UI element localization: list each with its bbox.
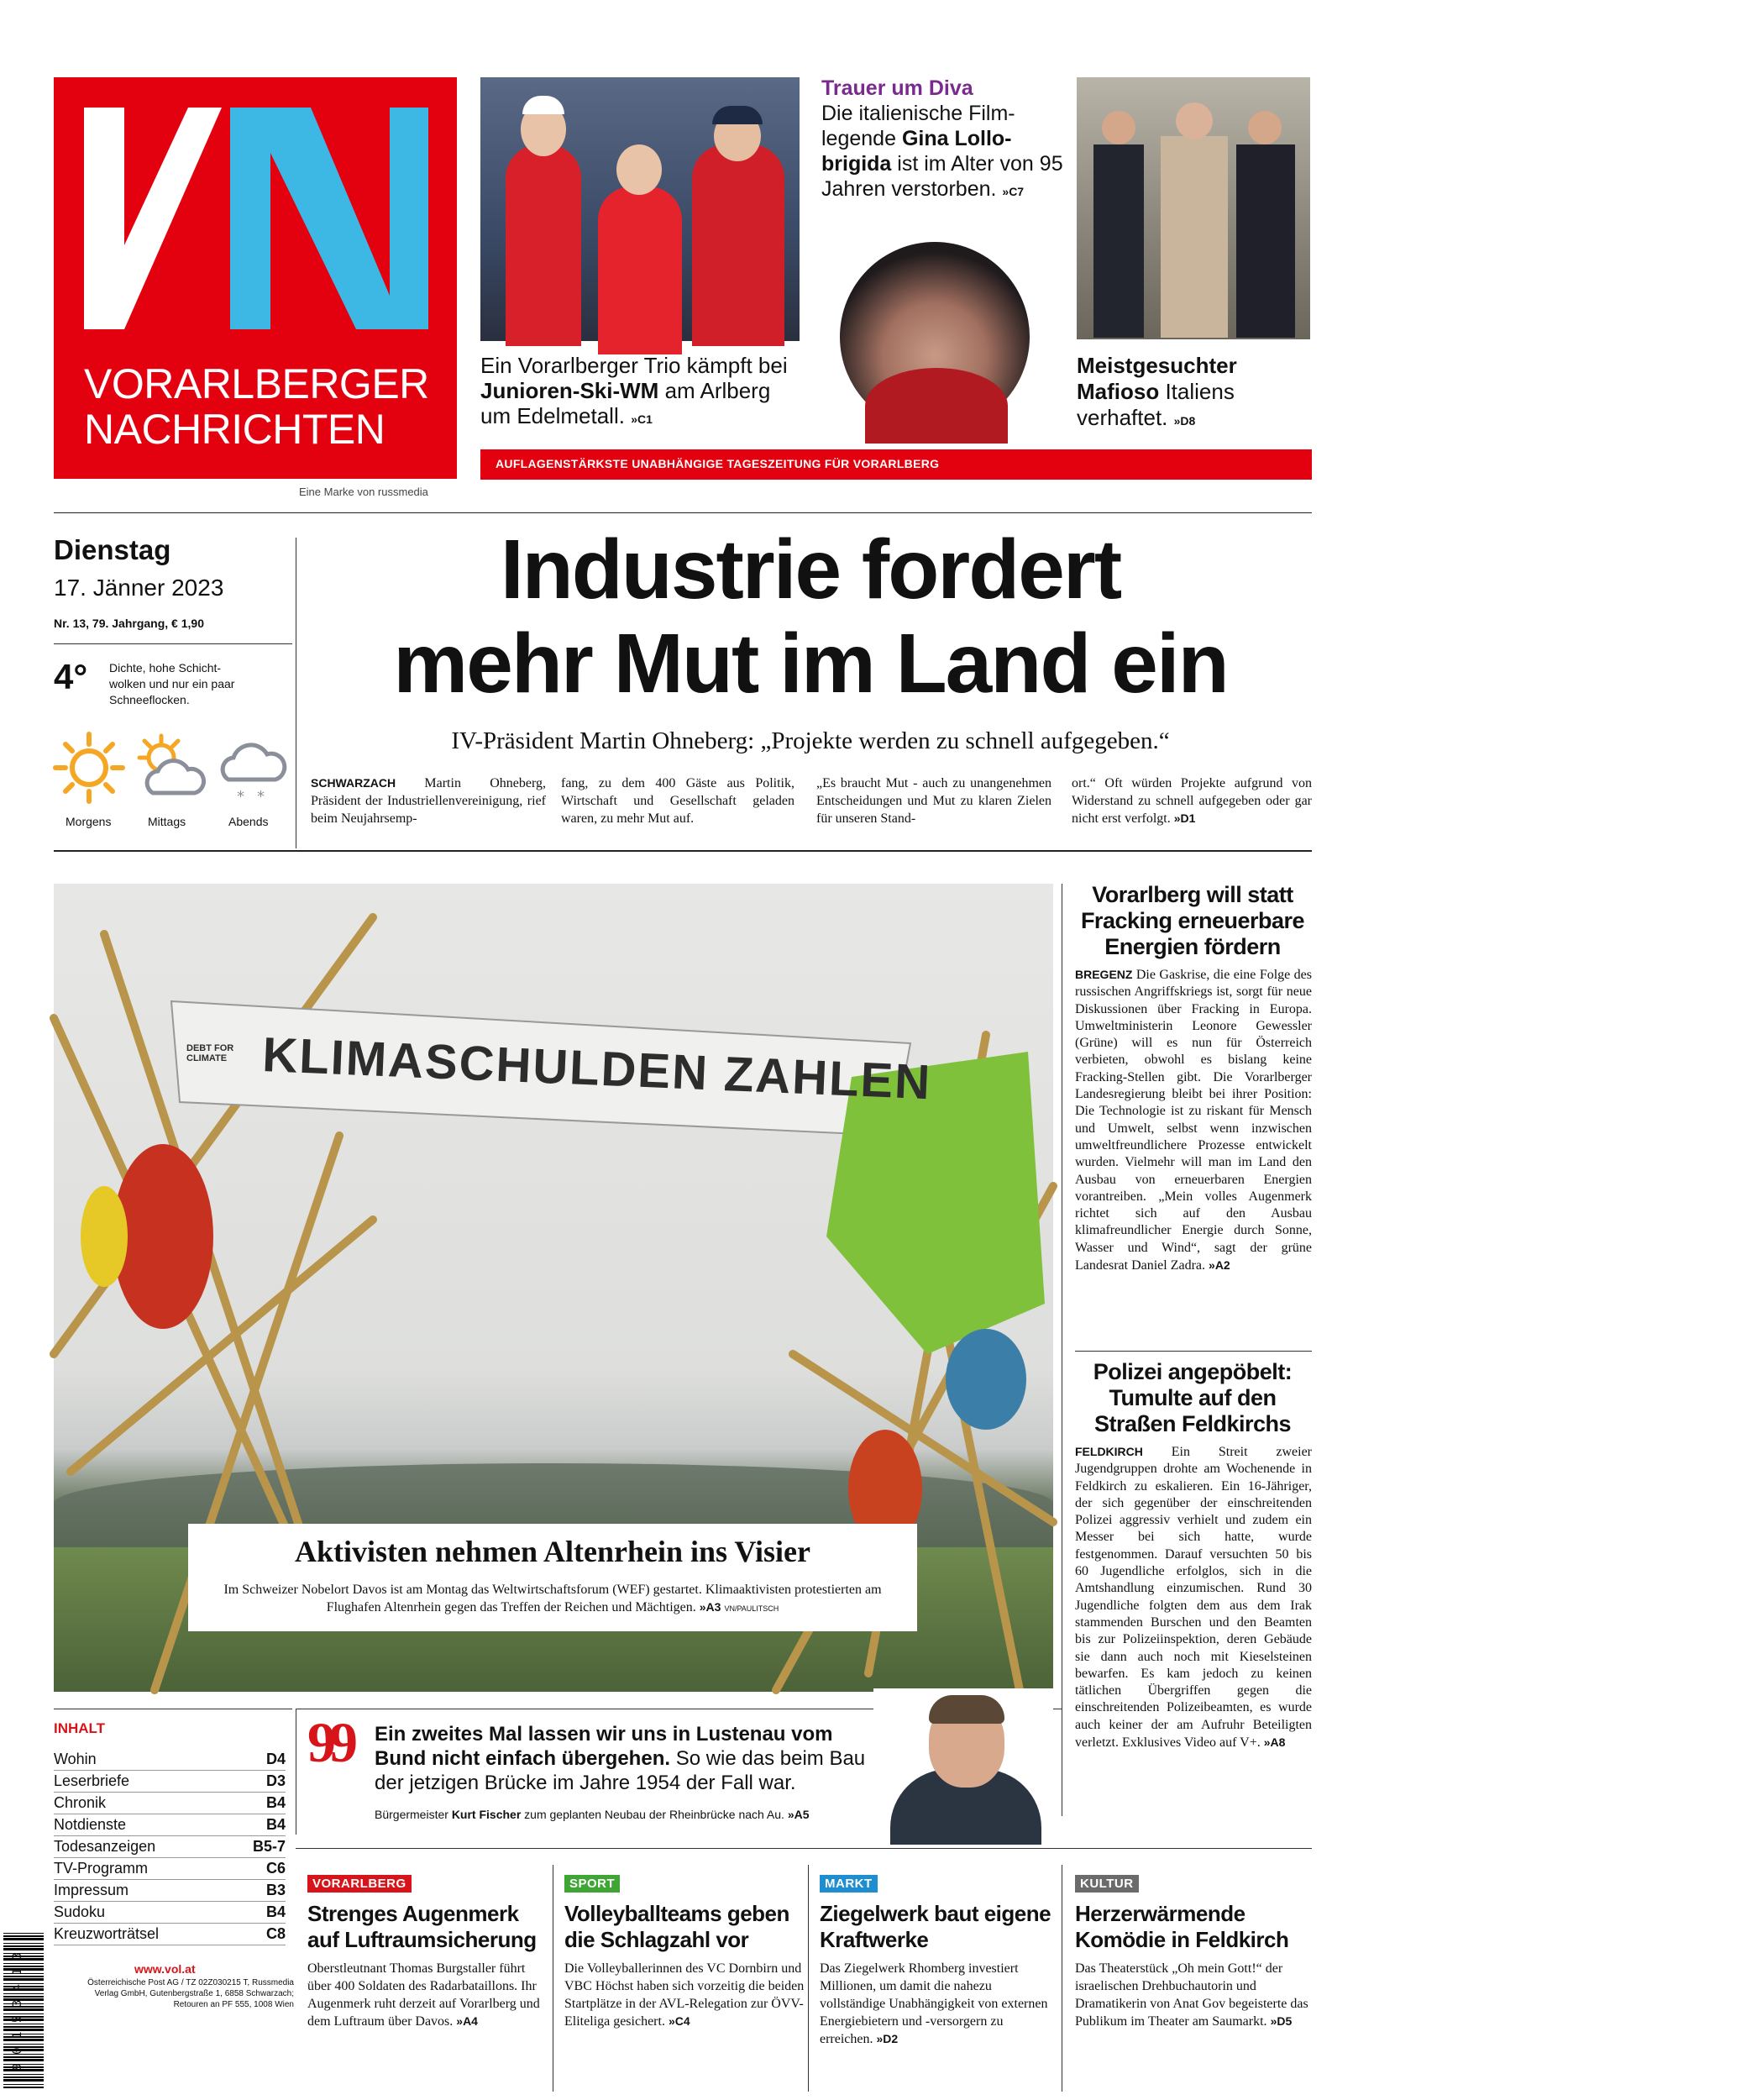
section-headline: Ziegelwerk baut eigene Kraftwerke [820,1901,1051,1952]
fracking-ref[interactable]: »A2 [1209,1258,1230,1273]
fracking-text: Die Gaskrise, die eine Folge des russischen Angriffskriegs ist, sorgt für neue Diskussionen über Fracking in Europa. Umweltministerin Leonore Gewessler (Grüne) will es nun für Österreich verbieten, obwohl es bislang keine Fracking-Stellen gibt. Die Vorarlberger Landesregierung bleibt bei ihrer Position: Die Technologie ist zu riskant für Mensch und Umwelt, selbst wenn inzwischen umweltfreundlichere Prozesse entwickelt wurden. Vielmehr will man im Land den Ausbau von erneuerbaren Energien vorantreiben. „Mein volles Augenmerk richtet sich auf den Ausbau klimafreundlicher Energie durch Sonne, Wasser und Wind“, sagt der grüne Landesrat Daniel Zadra. [1075,968,1312,1273]
section-body: Die Volleyballerinnen des VC Dornbirn und VBC Höchst haben sich vorzeitig die beiden Startplätze in der AVL-Relegation zur ÖVV-Eliteliga gesichert. »C4 [564,1961,805,2029]
fracking-body [1075,966,1312,1274]
top-divider [54,512,1312,513]
toc-item[interactable]: Notdienste B4 [54,1814,286,1836]
fracking-headline[interactable]: Vorarlberg will statt Fracking erneuerbare Energien fördern [1080,882,1305,959]
fracking-dateline: BREGENZ [1075,968,1133,981]
toc-item[interactable]: Wohin D4 [54,1749,286,1771]
diva-text-a: Die italienische Filmlegende [821,102,1015,150]
section-vorarlberg[interactable] [307,1875,544,2030]
police-body [1075,1443,1312,1751]
quote-mark-icon: 99 [307,1710,351,1774]
lead-subhead: IV-Präsident Martin Ohneberg: „Projekte werden zu schnell aufgegeben.“ [451,727,1170,754]
toc-title: INHALT [54,1720,106,1736]
police-ref[interactable]: »A8 [1263,1735,1286,1750]
section-headline: Herzerwärmende Komödie in Feldkirch [1075,1901,1289,1952]
masthead-name-line1: VORARLBERGER [84,360,429,407]
snow-cloud-icon [213,729,291,806]
lead-col4 [1072,774,1312,827]
publisher-url[interactable]: www.vol.at [134,1962,196,1976]
ski-teaser-text-b: am Arlberg um Edelmetall. [480,378,771,428]
mafia-arrest-photo[interactable] [1077,77,1310,339]
weather-description: Dichte, hohe Schichtwolken und nur ein paar Schneeflocken. [109,661,235,706]
mafia-text: Italiens verhaftet. [1077,379,1235,430]
weather-period-evening: Abends [228,815,269,828]
lead-col4-text: ort.“ Oft würden Projekte aufgrund von Widerstand zu schnell aufgegeben oder gar nicht erst verfolgt. [1072,776,1312,826]
toc-item[interactable]: Impressum B3 [54,1880,286,1902]
mafia-bold: Meistgesuchter Mafioso [1077,353,1237,404]
sun-icon [50,729,128,806]
main-photo-caption[interactable] [188,1524,917,1631]
hashtag[interactable]: #vorarlberghältzusammen [1626,457,1762,470]
brand-line: Eine Marke von russmedia [299,486,428,498]
section-tag[interactable]: KULTUR [1075,1875,1139,1893]
caption-text [205,1581,900,1618]
section-tag[interactable]: MARKT [820,1875,878,1893]
police-text: Ein Streit zweier Jugendgruppen drohte am Wochenende in Feldkirch zu eskalieren. Ein 16-Jähriger, der sich gegenüber der einschreitenden Polizei aggressiv verhielt und zudem ein Messer bei sich hatte, wurde festgenommen. Darauf versuchten 50 bis 60 Jugendliche erfolglos, sich in die Amtshandlung einzumischen. Rund 30 Jugendliche folgten dem aus dem Irak stammenden Burschen und den Beamten bis zur Polizeiinspektion, deren Gebäude sie dann auch noch mit Kieselsteinen bewarfen. Es kam jedoch zu keinen tätlichen Übergriffen gegen die einschreitenden Polizeibeamten, es wurde auch keiner der am Aufruhr Beteiligten verletzt. Exklusives Video auf V+. [1075,1445,1313,1751]
section-markt[interactable] [820,1875,1055,2048]
section-body: Oberstleutnant Thomas Burgstaller führt über 400 Soldaten des Radarbataillons. Ihr Augenmerk ruht derzeit auf Vorarlberg und dem Luftraum über Davos. »A4 [307,1961,540,2029]
section-body: Das Theaterstück „Oh mein Gott!“ der israelischen Drehbuchautorin und Dramatikerin von Anat Gov begeisterte das Publikum im Theater am Saumarkt. »D5 [1075,1961,1308,2029]
diva-kicker: Trauer um Diva [821,76,973,100]
lead-col1-text: Martin Ohneberg, Präsident der Industriellenvereinigung, rief beim Neujahrsemp- [311,776,547,826]
issue-info: Nr. 13, 79. Jahrgang, € 1,90 [54,617,204,630]
diva-ref[interactable]: »C7 [1002,185,1025,198]
section-divider [808,1865,809,2092]
heart-icon [1597,455,1619,474]
diva-bold: Gina Lollobrigida [821,127,1012,176]
quote-rest: So wie das beim Bau der jetzigen Brücke im Jahre 1954 der Fall war. [375,1747,866,1794]
diva-text-b: ist im Alter von 95 Jahren verstorben. [821,152,1063,201]
sun-cloud-icon [133,729,210,806]
section-tag[interactable]: SPORT [564,1875,620,1893]
toc-item[interactable]: Todesanzeigen B5-7 [54,1836,286,1858]
photo-credit: VN/PAULITSCH [724,1604,779,1613]
caption-ref[interactable]: »A3 [699,1600,721,1614]
toc-item[interactable]: TV-Programm C6 [54,1858,286,1880]
section-headline: Strenges Augenmerk auf Luftraumsicherung [307,1901,537,1952]
toc-item[interactable]: Kreuzworträtsel C8 [54,1924,286,1945]
main-photo-activists[interactable] [54,884,1053,1692]
quote-text[interactable] [375,1722,878,1795]
ski-teaser[interactable] [480,353,800,432]
sections-top-rule [296,1848,1312,1849]
ski-team-photo[interactable] [480,77,800,341]
lead-col2: fang, zu dem 400 Gäste aus Politik, Wirtschaft und Gesellschaft geladen waren, zu mehr Mut auf. [561,776,794,826]
svg-text:*: * [257,788,265,806]
temperature: 4° [54,657,88,696]
caption-body: Im Schweizer Nobelort Davos ist am Montag das Weltwirtschaftsforum (WEF) gestartet. Klimaaktivisten protestierten am Flughafen Altenrhein gegen das Treffen der Reichen und Mächtigen. [223,1583,882,1614]
section-headline: Volleyballteams geben die Schlagzahl vor [564,1901,789,1952]
slogan-text: AUFLAGENSTÄRKSTE UNABHÄNGIGE TAGESZEITUNG FÜR VORARLBERG [496,457,940,470]
section-body: Das Ziegelwerk Rhomberg investiert Millionen, um damit die nahezu vollständige Unabhängigkeit von externen Energiebietern und -versorgern zu erreichen. »D2 [820,1961,1048,2046]
barcode-digits: 9 0 1 5 3 4 1 3 [11,1951,24,2071]
section-kultur[interactable] [1075,1875,1312,2030]
date-divider [54,643,292,644]
lead-bottom-divider [54,850,1312,852]
svg-text:*: * [237,788,244,806]
lead-col3: „Es braucht Mut - auch zu unangenehmen Entscheidungen und Mut zu klaren Zielen für unseren Stand- [816,776,1051,826]
lead-headline-line2: mehr Mut im Land ein [393,617,1228,711]
weekday: Dienstag [54,534,171,565]
quote-bold: Ein zweites Mal lassen wir uns in Lustenau vom Bund nicht einfach übergehen. [375,1723,833,1770]
section-tag[interactable]: VORARLBERG [307,1875,412,1893]
slogan-bar [480,449,1762,480]
police-dateline: FELDKIRCH [1075,1445,1143,1458]
ski-teaser-bold: Junioren-Ski-WM [480,378,659,403]
quote-attribution: Bürgermeister Kurt Fischer zum geplanten Neubau der Rheinbrücke nach Au. »A5 [375,1808,810,1821]
masthead-logo[interactable] [54,77,457,479]
lead-col1 [311,774,546,827]
lead-ref[interactable]: »D1 [1173,811,1196,825]
banner-text: KLIMASCHULDEN ZAHLEN [261,1026,933,1110]
lead-dateline: SCHWARZACH [311,776,396,790]
right-column-mid-divider [1075,1351,1312,1352]
mafia-teaser[interactable] [1077,353,1312,434]
banner-small-text: DEBT FOR CLIMATE [186,1043,234,1063]
toc-item[interactable]: Chronik B4 [54,1793,286,1814]
police-headline[interactable]: Polizei angepöbelt: Tumulte auf den Straßen Feldkirchs [1093,1359,1293,1436]
toc-item[interactable]: Leserbriefe D3 [54,1771,286,1793]
diva-teaser[interactable] [821,76,1073,204]
mafia-ref[interactable]: »D8 [1173,414,1196,428]
ski-teaser-text-a: Ein Vorarlberger Trio kämpft bei [480,353,788,378]
caption-title: Aktivisten nehmen Altenrhein ins Visier [294,1535,811,1568]
section-sport[interactable] [564,1875,808,2030]
mayor-portrait-photo[interactable] [873,1688,1053,1833]
weather-period-noon: Mittags [148,815,186,828]
ski-teaser-ref[interactable]: »C1 [631,412,653,426]
date: 17. Jänner 2023 [54,575,224,601]
vn-logo-mark [54,77,457,363]
toc-item[interactable]: Sudoku B4 [54,1902,286,1924]
diva-portrait-photo[interactable] [840,242,1030,432]
lead-headline[interactable] [311,522,1310,711]
weather-period-morning: Morgens [66,815,112,828]
masthead-name-line2: NACHRICHTEN [84,406,385,453]
lead-headline-line1: Industrie fordert [500,522,1121,617]
toc-list [54,1749,286,1945]
publisher-info: Österreichische Post AG / TZ 02Z030215 T, Russmedia Verlag GmbH, Gutenbergstraße 1, 6858 Schwarzach; Retouren an PF 555, 1008 Wien [87,1978,294,2009]
quote-ref[interactable]: »A5 [787,1808,810,1821]
